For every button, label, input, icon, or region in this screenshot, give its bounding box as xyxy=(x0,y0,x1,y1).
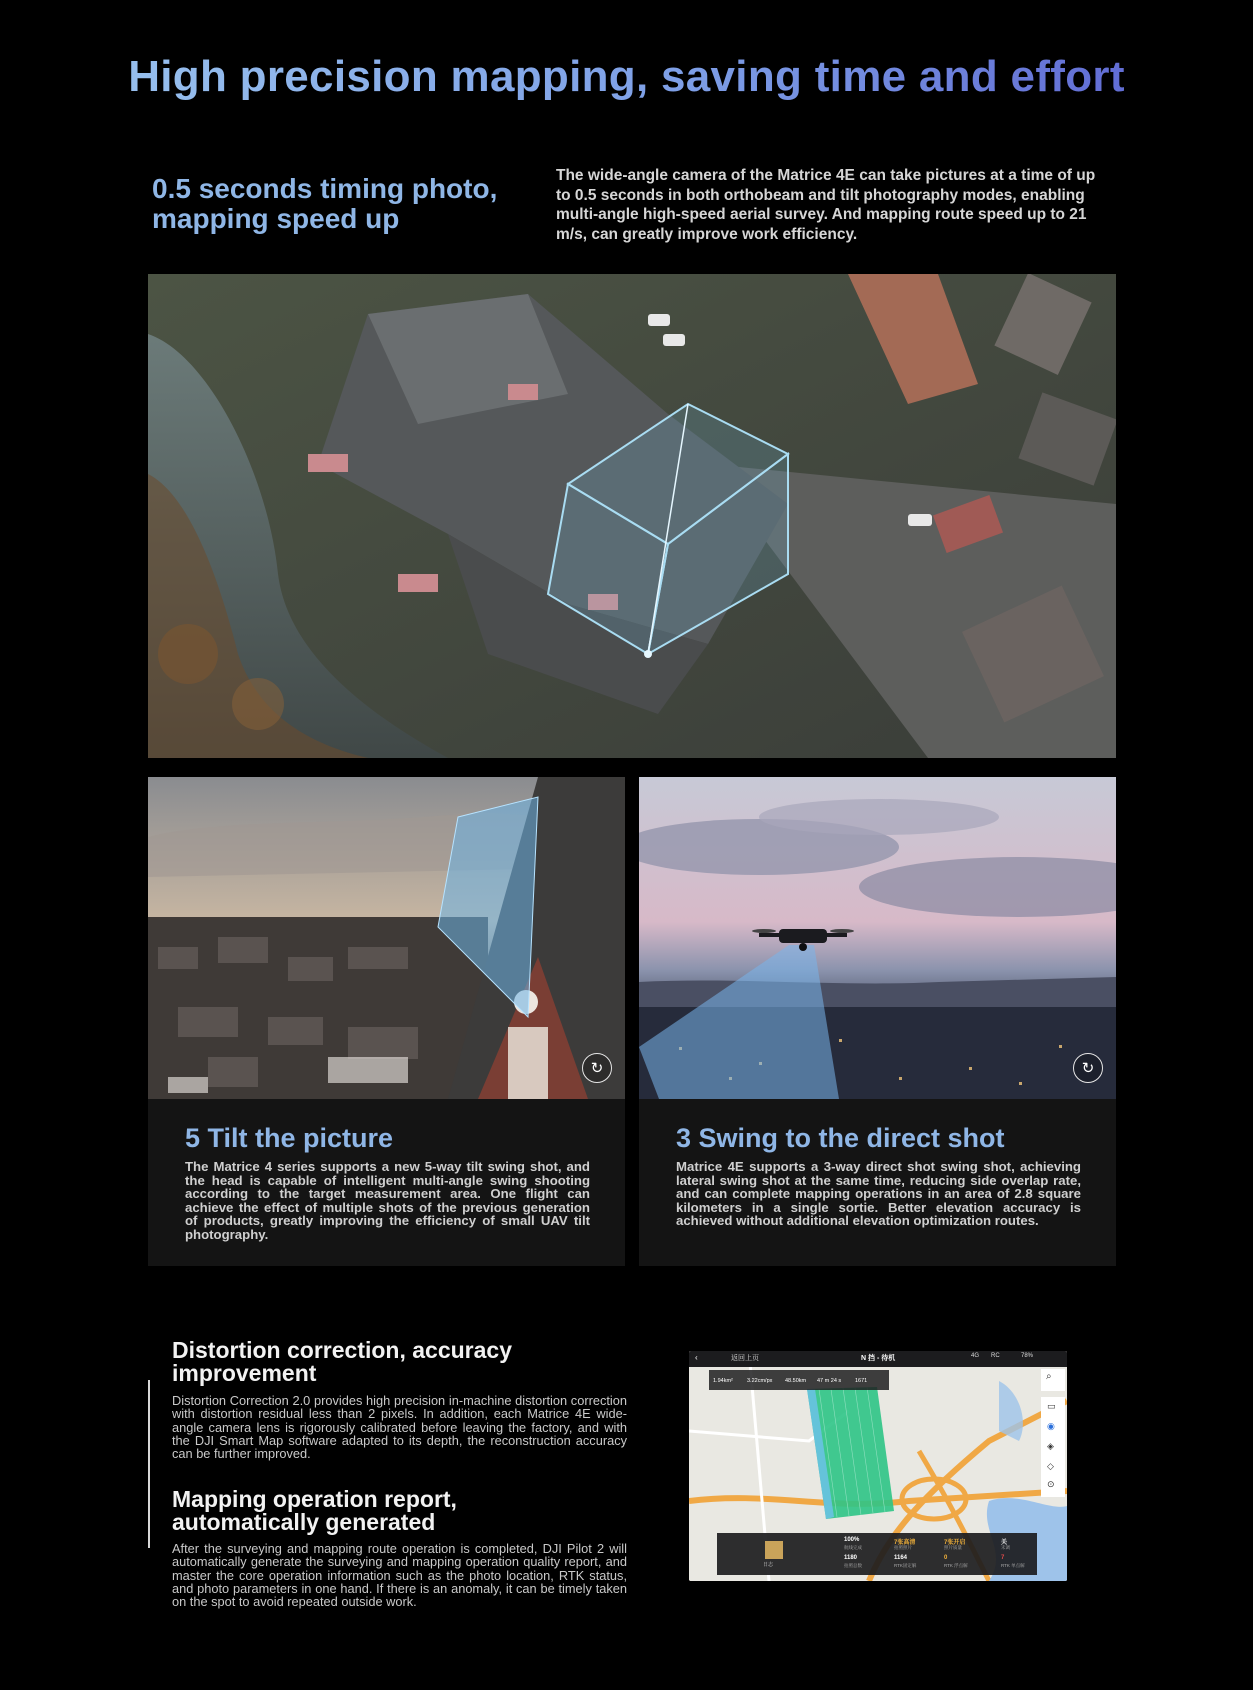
panel-r2-c4: 7 xyxy=(1001,1555,1005,1561)
section-divider-line xyxy=(148,1380,150,1548)
thumb-label: 日志 xyxy=(763,1562,774,1568)
tilt-city-illustration xyxy=(148,777,625,1099)
app-back-tag[interactable]: 返回上页 xyxy=(731,1355,759,1362)
panel-r1-c1: 100% xyxy=(844,1537,860,1543)
app-back-icon[interactable]: ‹ xyxy=(695,1353,698,1362)
rotate-view-button[interactable] xyxy=(582,1053,612,1083)
app-mode-label: N 挡 - 待机 xyxy=(861,1355,896,1362)
report-title: Mapping operation report, automatically generated xyxy=(172,1486,457,1535)
distortion-title: Distortion correction, accuracy improvement xyxy=(172,1337,512,1386)
panel-r1s-c3: 照片质量 xyxy=(944,1545,962,1550)
panel-r1s-c2: 拍照照片 xyxy=(894,1545,912,1550)
stat-photos: 1671 xyxy=(855,1378,868,1384)
timing-description: The wide-angle camera of the Matrice 4E can take pictures at a time of up to 0.5 seconds in both orthobeam and tilt photography modes, enabling multi-angle high-speed aerial survey. And mapping route speed up to 21 m/s, can greatly improve work efficiency. xyxy=(556,167,1096,243)
map-erase-icon[interactable]: ◇ xyxy=(1047,1461,1054,1471)
tilt-card xyxy=(148,777,625,1266)
panel-r2-c1: 1180 xyxy=(844,1555,858,1561)
rotate-icon: ↻ xyxy=(590,1060,604,1077)
distortion-text: Distortion Correction 2.0 provides high precision in-machine distortion correction with distortion residual less than 2 pixels. In addition, each Matrice 4E wide-angle camera lens is rigorously calibrated before leaving the factory, and with the DJI Smart Map software adapted to its depth, the reconstruction accuracy can be further improved. xyxy=(172,1393,627,1462)
dji-pilot-screenshot xyxy=(689,1351,1067,1581)
swing-card-text: Matrice 4E supports a 3-way direct shot swing shot, achieving lateral swing shot at the same time, reducing side overlap rate, and can complete mapping operations in an area of 2.8 square kilometers in a single sortie. Better elevation accuracy is achieved without additional elevation optimization routes. xyxy=(676,1159,1081,1229)
panel-r2s-c1: 拍照总数 xyxy=(844,1563,862,1568)
app-signal-4g: 4G xyxy=(971,1353,980,1359)
map-location-icon[interactable]: ◉ xyxy=(1047,1421,1055,1431)
aerial-church-illustration xyxy=(148,274,1116,758)
swing-card-image xyxy=(639,777,1116,1099)
swing-card-title: 3 Swing to the direct shot xyxy=(676,1123,1005,1153)
panel-r2-c2: 1164 xyxy=(894,1555,908,1561)
panel-r2s-c3: RTK 浮点解 xyxy=(944,1563,968,1568)
panel-r1-c4: 关 xyxy=(1001,1540,1008,1546)
report-text: After the surveying and mapping route operation is completed, DJI Pilot 2 will automatically generate the surveying and mapping operation quality report, and master the core operation information such as the photo location, RTK status, and photo parameters in one hand. If there is an anomaly, it can be timely taken on the spot to avoid repeated outside work. xyxy=(172,1541,627,1610)
timing-title: 0.5 seconds timing photo, mapping speed up xyxy=(152,173,498,234)
tilt-card-title: 5 Tilt the picture xyxy=(185,1123,394,1153)
panel-r2-c3: 0 xyxy=(944,1555,948,1561)
map-folder-icon[interactable]: ▭ xyxy=(1047,1401,1056,1411)
map-target-icon[interactable]: ⊙ xyxy=(1047,1479,1055,1489)
tilt-card-image xyxy=(148,777,625,1099)
panel-r1-c2: 7张高清 xyxy=(894,1540,916,1546)
rotate-view-button[interactable] xyxy=(1073,1053,1103,1083)
panel-r2s-c2: RTK固定解 xyxy=(894,1563,917,1568)
drone-dusk-illustration xyxy=(639,777,1116,1099)
app-signal-rc: RC xyxy=(991,1353,1000,1359)
panel-r1s-c1: 航线完成 xyxy=(844,1545,862,1550)
stat-gsd: 3.22cm/px xyxy=(747,1378,773,1384)
app-battery: 78% xyxy=(1021,1353,1034,1359)
panel-r2s-c4: RTK 单点解 xyxy=(1001,1563,1025,1568)
panel-r1-c3: 7张开启 xyxy=(944,1540,966,1546)
map-illustration xyxy=(689,1351,1067,1581)
stat-time: 47 m 24 s xyxy=(817,1378,842,1384)
map-search-icon[interactable]: ⌕ xyxy=(1046,1371,1052,1382)
panel-r1s-c4: 未调 xyxy=(1001,1545,1010,1550)
map-layers-icon[interactable]: ◈ xyxy=(1047,1441,1054,1451)
tilt-card-text: The Matrice 4 series supports a new 5-way tilt swing shot, and the head is capable of intelligent multi-angle swing shooting according to the target measurement area. One flight can achieve the effect of multiple shots of the previous generation of products, greatly improving the efficiency of small UAV tilt photography. xyxy=(185,1159,590,1242)
rotate-icon: ↻ xyxy=(1081,1060,1095,1077)
stat-area: 1.94km² xyxy=(713,1378,733,1384)
hero-aerial-image xyxy=(148,274,1116,758)
stat-distance: 48.50km xyxy=(785,1378,807,1384)
page-title: High precision mapping, saving time and effort xyxy=(0,52,1253,102)
swing-card xyxy=(639,777,1116,1266)
